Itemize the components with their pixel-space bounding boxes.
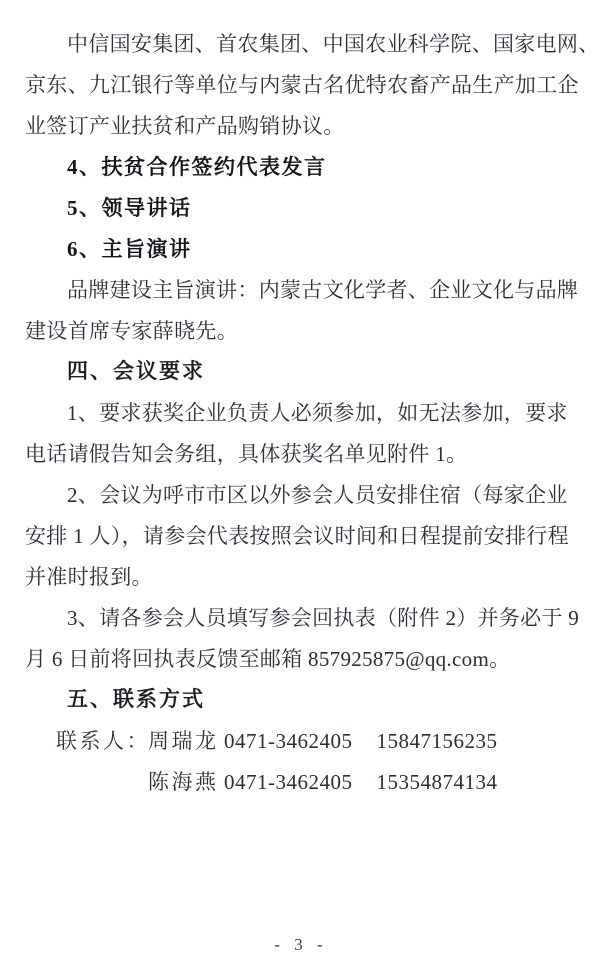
- contact-label: 联系人：: [56, 729, 150, 753]
- requirement-3-line-1: 3、请各参会人员填写参会回执表（附件 2）并务必于 9: [67, 606, 580, 630]
- paragraph-partnership-line-2: 京东、九江银行等单位与内蒙古名优特农畜产品生产加工企: [25, 73, 579, 97]
- contact-name: 陈海燕: [148, 770, 219, 794]
- contact-phone: 0471-3462405: [224, 770, 353, 794]
- requirement-1-line-2: 电话请假告知会务组，具体获奖名单见附件 1。: [25, 442, 468, 466]
- contact-row-1: [25, 722, 579, 763]
- section-heading-requirements: 四、会议要求: [67, 360, 205, 383]
- paragraph-keynote-line-1: 品牌建设主旨演讲：内蒙古文化学者、企业文化与品牌: [67, 278, 579, 302]
- requirement-2-line-1: 2、会议为呼市市区以外参会人员安排住宿（每家企业: [67, 483, 568, 507]
- requirement-3-line-2: 月 6 日前将回执表反馈至邮箱 857925875@qq.com。: [25, 647, 511, 671]
- paragraph-partnership-line-1: 中信国安集团、首农集团、中国农业科学院、国家电网、: [67, 32, 600, 56]
- page-number: - 3 -: [274, 935, 328, 954]
- section-heading-contact: 五、联系方式: [67, 688, 205, 711]
- requirement-2-line-3: 并准时报到。: [25, 565, 153, 589]
- contact-phone: 0471-3462405: [224, 729, 353, 753]
- contact-name: 周瑞龙: [148, 729, 219, 753]
- contact-row-2: [25, 763, 579, 804]
- requirement-2-line-2: 安排 1 人），请参会代表按照会议时间和日程提前安排行程: [25, 524, 569, 548]
- requirement-1-line-1: 1、要求获奖企业负责人必须参加，如无法参加，要求: [67, 401, 568, 425]
- contact-mobile: 15354874134: [376, 770, 498, 794]
- paragraph-partnership-line-3: 业签订产业扶贫和产品购销协议。: [25, 114, 345, 138]
- paragraph-keynote-line-2: 建设首席专家薛晓先。: [25, 319, 238, 343]
- agenda-item-4: 4、扶贫合作签约代表发言: [67, 155, 327, 179]
- agenda-item-5: 5、领导讲话: [67, 196, 192, 220]
- contact-mobile: 15847156235: [376, 729, 498, 753]
- agenda-item-6: 6、主旨演讲: [67, 237, 192, 261]
